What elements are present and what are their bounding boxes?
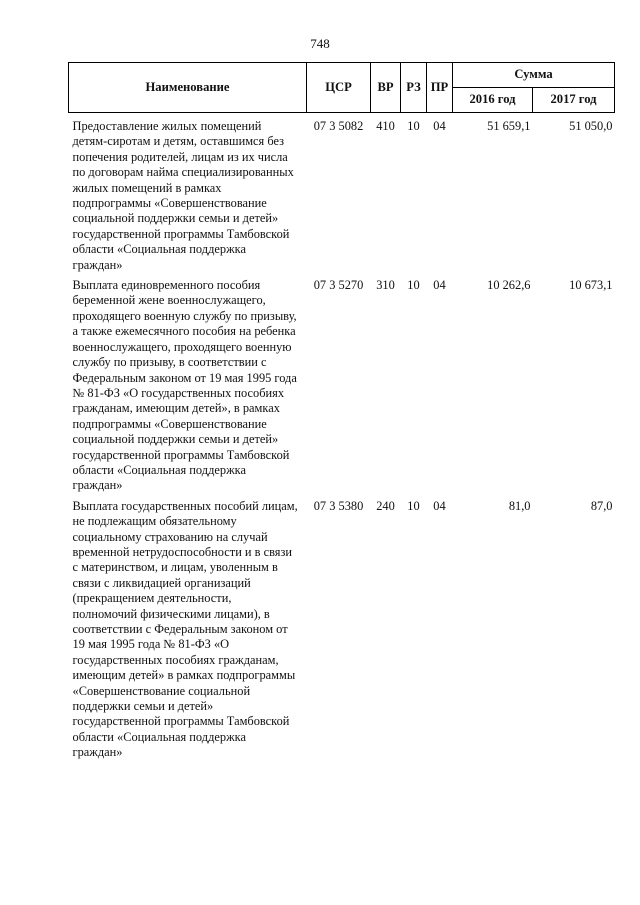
header-name: Наименование [69,63,307,113]
row-rz: 10 [407,498,420,513]
header-year-2017: 2017 год [533,88,615,113]
row-csr: 07 3 5380 [313,498,364,513]
row-sum-2016: 51 659,1 [487,119,531,133]
row-name: Выплата единовременного пособия беременной жене военнослужащего, проходящего военную службу по призыву, а также ежемесячного пособия на ребенка военнослужащего, проходящего военную службу по призыву, в соответствии с Федеральным законом от 19 мая 1995 года № 81-ФЗ «О государственных пособиях гражданам, имеющим детей», в рамках подпрограммы «Совершенствование социальной поддержки семьи и детей» государственной программы Тамбовской области «Социальная поддержка граждан» [72,278,297,493]
row-csr: 07 3 5082 [313,119,364,133]
header-pr: ПР [427,63,453,113]
budget-table [68,62,615,763]
row-rz: 10 [407,119,420,133]
row-pr: 04 [433,278,446,293]
row-name: Предоставление жилых помещений детям-сиротам и детям, оставшимся без попечения родителей, лицам из их числа по договорам найма специализированных жилых помещений в рамках подпрограммы «Совершенствование социальной поддержки семьи и детей» государственной программы Тамбовской области «Социальная поддержка граждан» [72,119,294,272]
row-pr: 04 [433,498,446,513]
table-row [69,496,615,763]
row-sum-2016: 81,0 [508,498,531,513]
header-year-2016: 2016 год [453,88,533,113]
row-name: Выплата государственных пособий лицам, не подлежащим обязательному социальному страхованию на случай временной нетрудоспособности и в связи с материнством, и лицам, уволенным в связи с ликвидацией организаций (прекращением деятельности, полномочий физическими лицами), в соответствии с Федеральным законом от 19 мая 1995 года № 81-ФЗ «О государственных пособиях гражданам, имеющим детей» в рамках подпрограммы «Совершенствование социальной поддержки семьи и детей» государственной программы Тамбовской области «Социальная поддержка граждан» [72,498,298,760]
header-sum: Сумма [453,63,615,88]
table-body [69,113,615,763]
row-vr: 410 [376,119,395,133]
row-sum-2016: 10 262,6 [487,278,531,293]
row-rz: 10 [407,278,420,293]
table-row [69,275,615,496]
header-rz: РЗ [401,63,427,113]
row-sum-2017: 51 050,0 [569,119,613,133]
header-csr: ЦСР [307,63,371,113]
row-vr: 310 [376,278,395,293]
row-sum-2017: 10 673,1 [569,278,613,293]
row-csr: 07 3 5270 [313,278,364,293]
table-header [69,63,615,113]
row-vr: 240 [376,498,395,513]
row-pr: 04 [433,119,446,133]
page-number: 748 [310,36,330,51]
table-row [69,113,615,276]
header-vr: ВР [371,63,401,113]
row-sum-2017: 87,0 [590,498,613,513]
